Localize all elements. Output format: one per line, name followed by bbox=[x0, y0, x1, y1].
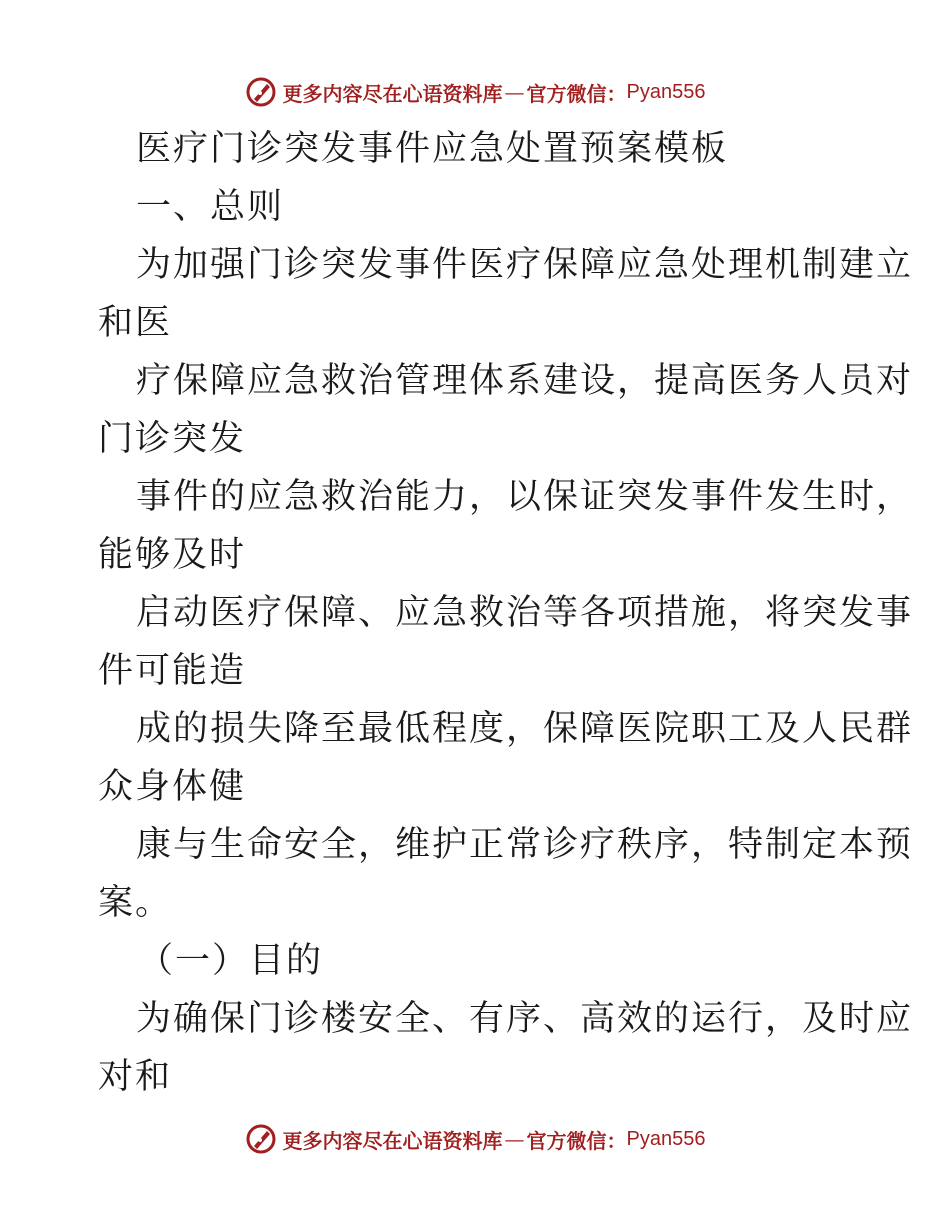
paragraph-line: 启动医疗保障、应急救治等各项措施，将突发事 bbox=[136, 593, 914, 633]
paragraph-line: 能够及时 bbox=[98, 535, 247, 575]
paragraph-line: 事件的应急救治能力，以保证突发事件发生时， bbox=[136, 477, 914, 517]
wechat-id: Pyan556 bbox=[626, 80, 706, 103]
paragraph-line: 对和 bbox=[98, 1057, 173, 1097]
wechat-label: 官方微信： bbox=[526, 81, 627, 106]
pen-logo-icon bbox=[245, 1123, 277, 1155]
pen-logo-icon bbox=[245, 76, 277, 108]
site-name-text: 更多内容尽在心语资料库 bbox=[282, 1128, 503, 1153]
wechat-id: Pyan556 bbox=[626, 1127, 706, 1150]
paragraph-line: 为确保门诊楼安全、有序、高效的运行，及时应 bbox=[136, 999, 914, 1039]
banner-separator: — bbox=[504, 1127, 525, 1151]
header-watermark-banner bbox=[0, 72, 950, 112]
wechat-label: 官方微信： bbox=[526, 1128, 627, 1153]
banner-separator: — bbox=[504, 80, 525, 104]
paragraph-line: 案。 bbox=[98, 883, 173, 923]
footer-watermark-banner bbox=[0, 1119, 950, 1159]
paragraph-line: 和医 bbox=[98, 303, 173, 343]
paragraph-line: 众身体健 bbox=[98, 767, 247, 807]
paragraph-line: 成的损失降至最低程度，保障医院职工及人民群 bbox=[136, 709, 914, 749]
document-title: 医疗门诊突发事件应急处置预案模板 bbox=[136, 129, 729, 169]
paragraph-line: 为加强门诊突发事件医疗保障应急处理机制建立 bbox=[136, 245, 914, 285]
paragraph-line: 件可能造 bbox=[98, 651, 247, 691]
site-name-text: 更多内容尽在心语资料库 bbox=[282, 81, 503, 106]
section-heading: 一、总则 bbox=[136, 187, 285, 227]
paragraph-line: 门诊突发 bbox=[98, 419, 247, 459]
subsection-heading: （一）目的 bbox=[138, 941, 324, 981]
document-body bbox=[98, 120, 914, 1106]
paragraph-line: 疗保障应急救治管理体系建设，提高医务人员对 bbox=[136, 361, 914, 401]
paragraph-line: 康与生命安全，维护正常诊疗秩序，特制定本预 bbox=[136, 825, 914, 865]
